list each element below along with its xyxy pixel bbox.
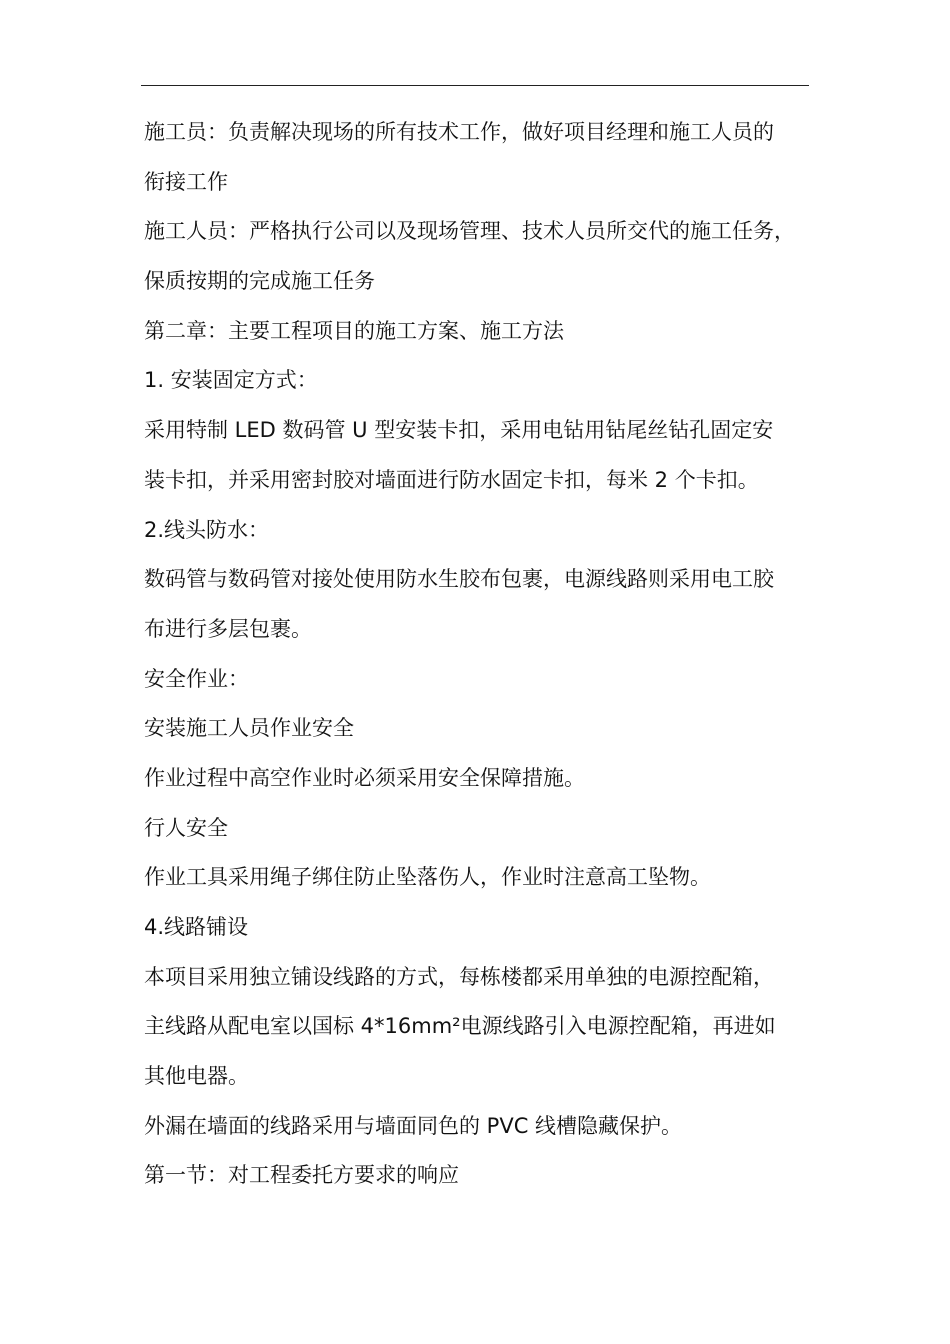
text-line: 施工员：负责解决现场的所有技术工作，做好项目经理和施工人员的 bbox=[144, 120, 774, 144]
text-line: 数码管与数码管对接处使用防水生胶布包裹，电源线路则采用电工胶 bbox=[144, 567, 774, 592]
text-line: 布进行多层包裹。 bbox=[144, 616, 312, 641]
text-line: 作业工具采用绳子绑住防止坠落伤人，作业时注意高工坠物。 bbox=[144, 865, 711, 890]
text-line: 采用特制 LED 数码管 U 型安装卡扣，采用电钻用钻尾丝钻孔固定安 bbox=[144, 418, 774, 443]
document-body bbox=[144, 108, 812, 1201]
chapter-heading: 第二章：主要工程项目的施工方案、施工方法 bbox=[144, 318, 564, 343]
section-heading: 安全作业： bbox=[144, 666, 249, 691]
text-line: 行人安全 bbox=[144, 815, 228, 840]
text-line: 安装施工人员作业安全 bbox=[144, 716, 354, 741]
text-line: 外漏在墙面的线路采用与墙面同色的 PVC 线槽隐藏保护。 bbox=[144, 1113, 683, 1138]
section-heading: 1. 安装固定方式： bbox=[144, 368, 318, 393]
text-line: 作业过程中高空作业时必须采用安全保障措施。 bbox=[144, 765, 585, 790]
text-line: 衔接工作 bbox=[144, 169, 228, 194]
text-line: 装卡扣，并采用密封胶对墙面进行防水固定卡扣，每米 2 个卡扣。 bbox=[144, 467, 759, 492]
text-line: 本项目采用独立铺设线路的方式，每栋楼都采用单独的电源控配箱， bbox=[144, 964, 774, 989]
section-heading: 2.线头防水： bbox=[144, 517, 270, 542]
text-line: 施工人员：严格执行公司以及现场管理、技术人员所交代的施工任务， bbox=[144, 219, 795, 244]
text-line: 其他电器。 bbox=[144, 1064, 249, 1089]
header-rule bbox=[141, 85, 809, 86]
section-heading: 第一节：对工程委托方要求的响应 bbox=[144, 1163, 459, 1188]
text-line: 主线路从配电室以国标 4*16mm²电源线路引入电源控配箱，再进如 bbox=[144, 1014, 776, 1039]
section-heading: 4.线路铺设 bbox=[144, 915, 249, 939]
text-line: 保质按期的完成施工任务 bbox=[144, 269, 375, 294]
